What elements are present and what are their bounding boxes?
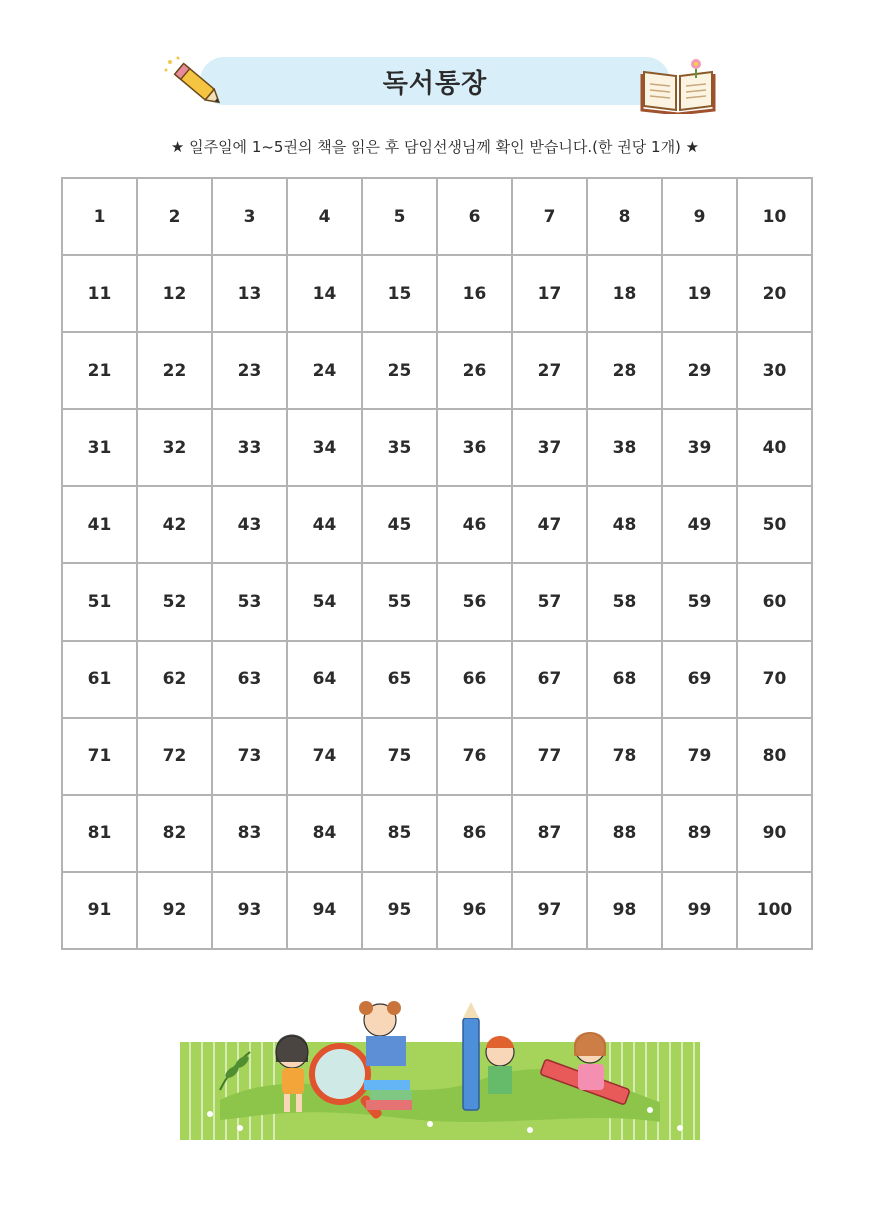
grid-cell: 50 bbox=[737, 486, 812, 563]
grid-cell: 94 bbox=[287, 872, 362, 949]
grid-cell: 81 bbox=[62, 795, 137, 872]
grid-cell: 55 bbox=[362, 563, 437, 640]
grid-cell: 31 bbox=[62, 409, 137, 486]
grid-cell: 58 bbox=[587, 563, 662, 640]
grid-cell: 37 bbox=[512, 409, 587, 486]
grid-cell: 28 bbox=[587, 332, 662, 409]
grid-cell: 89 bbox=[662, 795, 737, 872]
grid-cell: 97 bbox=[512, 872, 587, 949]
grid-cell: 44 bbox=[287, 486, 362, 563]
grid-cell: 75 bbox=[362, 718, 437, 795]
grid-cell: 32 bbox=[137, 409, 212, 486]
grid-cell: 19 bbox=[662, 255, 737, 332]
grid-row bbox=[62, 563, 812, 640]
grid-cell: 49 bbox=[662, 486, 737, 563]
grid-cell: 6 bbox=[437, 178, 512, 255]
grid-cell: 22 bbox=[137, 332, 212, 409]
grid-cell: 84 bbox=[287, 795, 362, 872]
grid-cell: 4 bbox=[287, 178, 362, 255]
grid-cell: 85 bbox=[362, 795, 437, 872]
open-book-icon bbox=[638, 56, 718, 114]
grid-cell: 47 bbox=[512, 486, 587, 563]
grid-cell: 26 bbox=[437, 332, 512, 409]
grid-cell: 62 bbox=[137, 641, 212, 718]
grid-cell: 69 bbox=[662, 641, 737, 718]
grid-cell: 83 bbox=[212, 795, 287, 872]
grid-cell: 14 bbox=[287, 255, 362, 332]
grid-cell: 98 bbox=[587, 872, 662, 949]
grid-cell: 60 bbox=[737, 563, 812, 640]
grid-cell: 78 bbox=[587, 718, 662, 795]
grid-cell: 90 bbox=[737, 795, 812, 872]
grid-cell: 66 bbox=[437, 641, 512, 718]
grid-cell: 91 bbox=[62, 872, 137, 949]
grid-cell: 1 bbox=[62, 178, 137, 255]
grid-cell: 99 bbox=[662, 872, 737, 949]
title-banner bbox=[200, 57, 670, 105]
grid-cell: 79 bbox=[662, 718, 737, 795]
grid-cell: 67 bbox=[512, 641, 587, 718]
grid-cell: 87 bbox=[512, 795, 587, 872]
grid-cell: 61 bbox=[62, 641, 137, 718]
grid-cell: 92 bbox=[137, 872, 212, 949]
grid-cell: 96 bbox=[437, 872, 512, 949]
grid-cell: 82 bbox=[137, 795, 212, 872]
grid-cell: 54 bbox=[287, 563, 362, 640]
grid-cell: 5 bbox=[362, 178, 437, 255]
pencil-icon bbox=[160, 54, 232, 112]
grid-cell: 46 bbox=[437, 486, 512, 563]
grid-cell: 73 bbox=[212, 718, 287, 795]
grid-cell: 100 bbox=[737, 872, 812, 949]
grid-row bbox=[62, 486, 812, 563]
children-reading-illustration bbox=[180, 990, 700, 1142]
grid-cell: 41 bbox=[62, 486, 137, 563]
grid-row bbox=[62, 332, 812, 409]
grid-cell: 12 bbox=[137, 255, 212, 332]
grid-cell: 52 bbox=[137, 563, 212, 640]
instruction-text: ★ 일주일에 1~5권의 책을 읽은 후 담임선생님께 확인 받습니다.(한 권당 1개) ★ bbox=[170, 138, 700, 156]
grid-cell: 57 bbox=[512, 563, 587, 640]
grid-cell: 39 bbox=[662, 409, 737, 486]
grid-cell: 27 bbox=[512, 332, 587, 409]
grid-cell: 10 bbox=[737, 178, 812, 255]
grid-cell: 45 bbox=[362, 486, 437, 563]
grid-cell: 18 bbox=[587, 255, 662, 332]
grid-row bbox=[62, 718, 812, 795]
grid-cell: 40 bbox=[737, 409, 812, 486]
grid-cell: 80 bbox=[737, 718, 812, 795]
grid-cell: 34 bbox=[287, 409, 362, 486]
grid-cell: 16 bbox=[437, 255, 512, 332]
grid-cell: 53 bbox=[212, 563, 287, 640]
grid-row bbox=[62, 178, 812, 255]
grid-cell: 65 bbox=[362, 641, 437, 718]
grid-row bbox=[62, 255, 812, 332]
grid-cell: 77 bbox=[512, 718, 587, 795]
grid-cell: 43 bbox=[212, 486, 287, 563]
grid-cell: 29 bbox=[662, 332, 737, 409]
grid-cell: 76 bbox=[437, 718, 512, 795]
grid-cell: 8 bbox=[587, 178, 662, 255]
grid-cell: 93 bbox=[212, 872, 287, 949]
grid-cell: 72 bbox=[137, 718, 212, 795]
grid-row bbox=[62, 641, 812, 718]
grid-cell: 71 bbox=[62, 718, 137, 795]
grid-cell: 56 bbox=[437, 563, 512, 640]
grid-cell: 48 bbox=[587, 486, 662, 563]
grid-cell: 51 bbox=[62, 563, 137, 640]
grid-cell: 17 bbox=[512, 255, 587, 332]
grid-row bbox=[62, 872, 812, 949]
grid-cell: 24 bbox=[287, 332, 362, 409]
page-title: 독서통장 bbox=[382, 68, 488, 99]
grid-cell: 42 bbox=[137, 486, 212, 563]
grid-cell: 15 bbox=[362, 255, 437, 332]
grid-cell: 2 bbox=[137, 178, 212, 255]
grid-cell: 9 bbox=[662, 178, 737, 255]
grid-cell: 64 bbox=[287, 641, 362, 718]
grid-cell: 36 bbox=[437, 409, 512, 486]
grid-cell: 30 bbox=[737, 332, 812, 409]
grid-cell: 11 bbox=[62, 255, 137, 332]
grid-cell: 74 bbox=[287, 718, 362, 795]
grid-cell: 20 bbox=[737, 255, 812, 332]
grid-cell: 68 bbox=[587, 641, 662, 718]
grid-cell: 23 bbox=[212, 332, 287, 409]
grid-cell: 7 bbox=[512, 178, 587, 255]
grid-row bbox=[62, 795, 812, 872]
grid-row bbox=[62, 409, 812, 486]
grid-cell: 3 bbox=[212, 178, 287, 255]
grid-cell: 88 bbox=[587, 795, 662, 872]
grid-cell: 63 bbox=[212, 641, 287, 718]
grid-cell: 59 bbox=[662, 563, 737, 640]
grid-cell: 13 bbox=[212, 255, 287, 332]
grid-cell: 25 bbox=[362, 332, 437, 409]
grid-cell: 35 bbox=[362, 409, 437, 486]
reading-checklist-grid bbox=[61, 177, 813, 950]
grid-cell: 86 bbox=[437, 795, 512, 872]
grid-cell: 70 bbox=[737, 641, 812, 718]
grid-cell: 38 bbox=[587, 409, 662, 486]
grid-cell: 95 bbox=[362, 872, 437, 949]
grid-cell: 33 bbox=[212, 409, 287, 486]
grid-cell: 21 bbox=[62, 332, 137, 409]
